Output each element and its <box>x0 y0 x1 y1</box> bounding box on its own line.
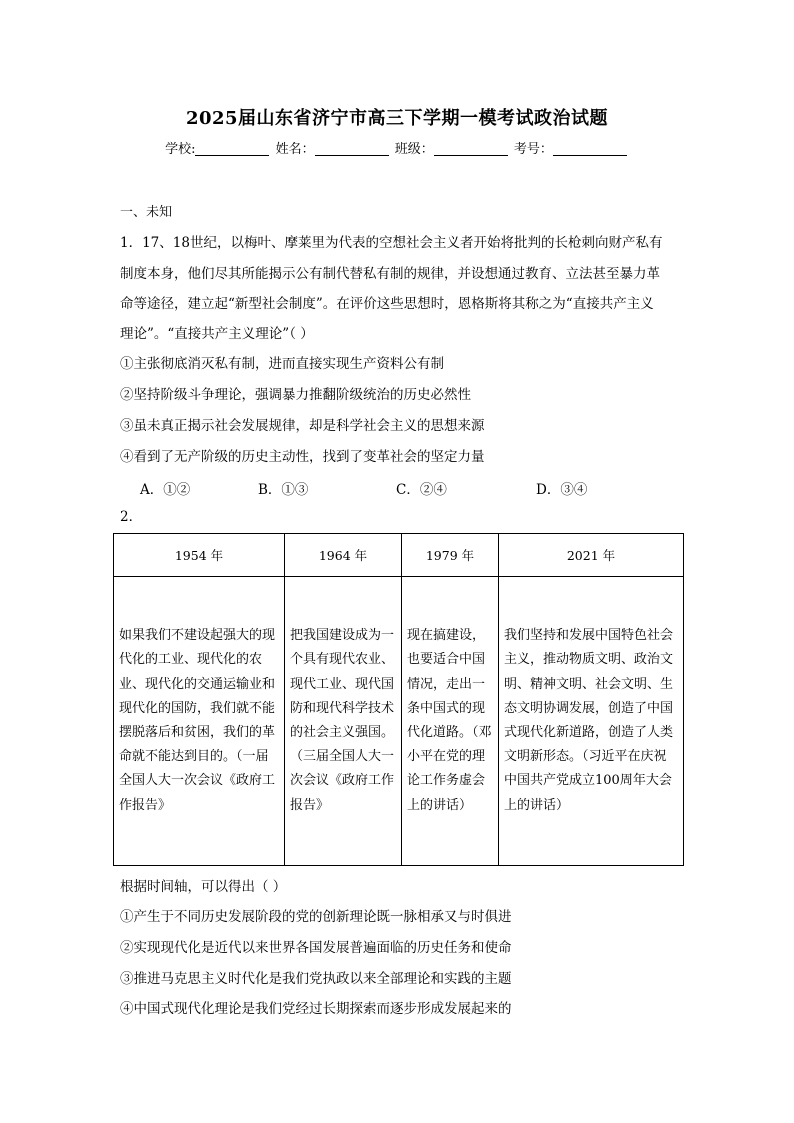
q1-option-a[interactable]: A．①② <box>140 482 191 498</box>
q1-statement-2: ②坚持阶级斗争理论，强调暴力推翻阶级统治的历史必然性 <box>120 387 471 403</box>
section-heading: 一、未知 <box>120 205 173 220</box>
q2-statement-2: ②实现现代化是近代以来世界各国发展普遍面临的历史任务和使命 <box>120 940 512 956</box>
q1-statement-3: ③虽未真正揭示社会发展规律，却是科学社会主义的思想来源 <box>120 418 485 434</box>
school-blank[interactable] <box>195 142 269 156</box>
cell-1979 <box>402 577 499 866</box>
q2-statement-3: ③推进马克思主义时代化是我们党执政以来全部理论和实践的主题 <box>120 971 512 987</box>
q1-statement-4: ④看到了无产阶级的历史主动性，找到了变革社会的坚定力量 <box>120 449 485 465</box>
q1-option-b[interactable]: B．①③ <box>258 482 309 498</box>
header-1979: 1979 年 <box>402 534 499 577</box>
cell-1954-text: 如果我们不建设起强大的现代化的工业、现代化的农业、现代化的交通运输业和现代化的国防，我们就不能摆脱落后和贫困，我们的革命就不能达到目的。（一届全国人大一次会议《政府工作报告》 <box>119 628 276 813</box>
class-label: 班级： <box>394 142 434 157</box>
q2-statement-4: ④中国式现代化理论是我们党经过长期探索而逐步形成发展起来的 <box>120 1001 512 1017</box>
timeline-header-row <box>114 534 684 577</box>
q1-line-3: 命等途径，建立起“新型社会制度”。在评价这些思想时，恩格斯将其称之为“直接共产主义 <box>120 296 654 312</box>
school-label: 学校: <box>165 142 196 157</box>
cell-1954 <box>114 577 285 866</box>
student-info-line <box>0 138 794 157</box>
timeline-content-row <box>114 577 684 866</box>
cell-2021-text: 我们坚持和发展中国特色社会主义，推动物质文明、政治文明、精神文明、社会文明、生态文明协调发展，创造了中国式现代化新道路，创造了人类文明新形态。（习近平在庆祝中国共产党成立100周年大会上的讲话） <box>504 628 674 813</box>
header-2021: 2021 年 <box>499 534 684 577</box>
q1-line-2: 制度本身，他们尽其所能揭示公有制代替私有制的规律，并设想通过教育、立法甚至暴力革 <box>120 266 660 282</box>
name-blank[interactable] <box>315 142 389 156</box>
exam-number-blank[interactable] <box>553 142 627 156</box>
exam-title: 2025届山东省济宁市高三下学期一模考试政治试题 <box>185 108 609 129</box>
q1-line-4: 理论”。“直接共产主义理论”（ ） <box>120 326 314 342</box>
cell-1964 <box>285 577 402 866</box>
cell-1979-text: 现在搞建设，也要适合中国情况，走出一条中国式的现代化道路。（邓小平在党的理论工作务虚会上的讲话） <box>407 628 492 813</box>
header-1964: 1964 年 <box>285 534 402 577</box>
q1-option-d[interactable]: D．③④ <box>536 482 588 498</box>
q1-line-1: 1．17、18世纪，以梅叶、摩莱里为代表的空想社会主义者开始将批判的长枪刺向财产私有 <box>120 235 663 251</box>
class-blank[interactable] <box>434 142 508 156</box>
cell-2021 <box>499 577 684 866</box>
q2-stem: 根据时间轴，可以得出（ ） <box>120 879 287 895</box>
q1-statement-1: ①主张彻底消灭私有制，进而直接实现生产资料公有制 <box>120 356 444 372</box>
timeline-table <box>113 533 684 866</box>
name-label: 姓名： <box>275 142 315 157</box>
exam-number-label: 考号： <box>513 142 553 157</box>
cell-1964-text: 把我国建设成为一个具有现代农业、现代工业、现代国防和现代科学技术的社会主义强国。（三届全国人大一次会议《政府工作报告》 <box>290 628 395 813</box>
q2-statement-1: ①产生于不同历史发展阶段的党的创新理论既一脉相承又与时俱进 <box>120 909 512 925</box>
q2-number: 2． <box>120 509 143 525</box>
header-1954: 1954 年 <box>114 534 285 577</box>
q1-option-c[interactable]: C．②④ <box>396 482 447 498</box>
